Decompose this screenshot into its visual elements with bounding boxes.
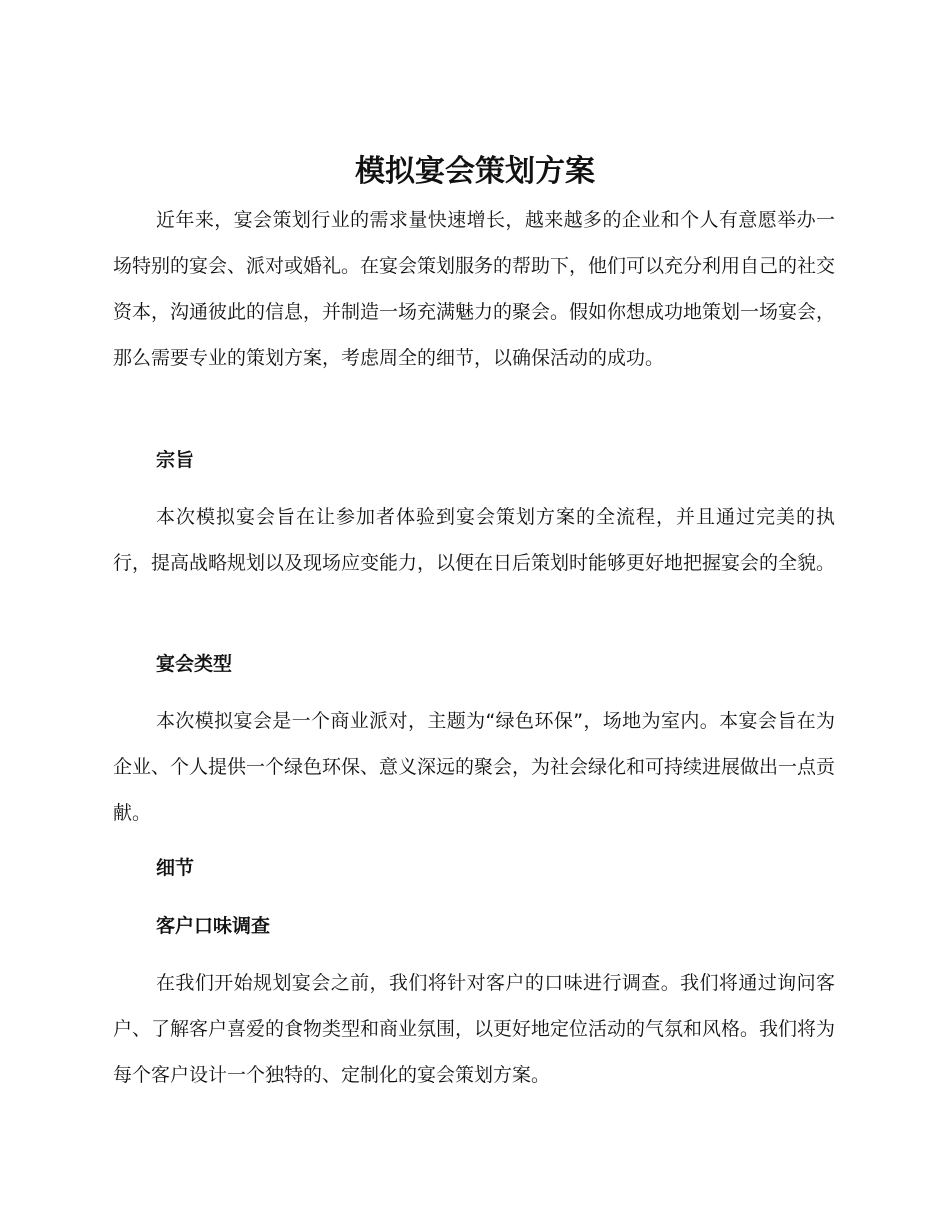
section-body-banquet-type: 本次模拟宴会是一个商业派对，主题为“绿色环保”，场地为室内。本宴会旨在为企业、个人提供一个绿色环保、意义深远的聚会，为社会绿化和可持续进展做出一点贡献。 <box>113 710 836 824</box>
section-heading-banquet-type: 宴会类型 <box>156 653 233 675</box>
section-body-taste-survey: 在我们开始规划宴会之前，我们将针对客户的口味进行调查。我们将通过询问客户、了解客户喜爱的食物类型和商业氛围，以更好地定位活动的气氛和风格。我们将为每个客户设计一个独特的、定制化的宴会策划方案。 <box>113 972 836 1086</box>
document-title: 模拟宴会策划方案 <box>355 154 595 189</box>
section-heading-details: 细节 <box>156 857 195 879</box>
section-heading-purpose: 宗旨 <box>156 449 195 471</box>
intro-paragraph: 近年来，宴会策划行业的需求量快速增长，越来越多的企业和个人有意愿举办一场特别的宴会、派对或婚礼。在宴会策划服务的帮助下，他们可以充分利用自己的社交资本，沟通彼此的信息，并制造一场充满魅力的聚会。假如你想成功地策划一场宴会，那么需要专业的策划方案，考虑周全的细节，以确保活动的成功。 <box>113 209 836 369</box>
section-body-purpose: 本次模拟宴会旨在让参加者体验到宴会策划方案的全流程，并且通过完美的执行，提高战略规划以及现场应变能力，以便在日后策划时能够更好地把握宴会的全貌。 <box>113 506 836 574</box>
section-heading-taste-survey: 客户口味调查 <box>156 915 271 937</box>
